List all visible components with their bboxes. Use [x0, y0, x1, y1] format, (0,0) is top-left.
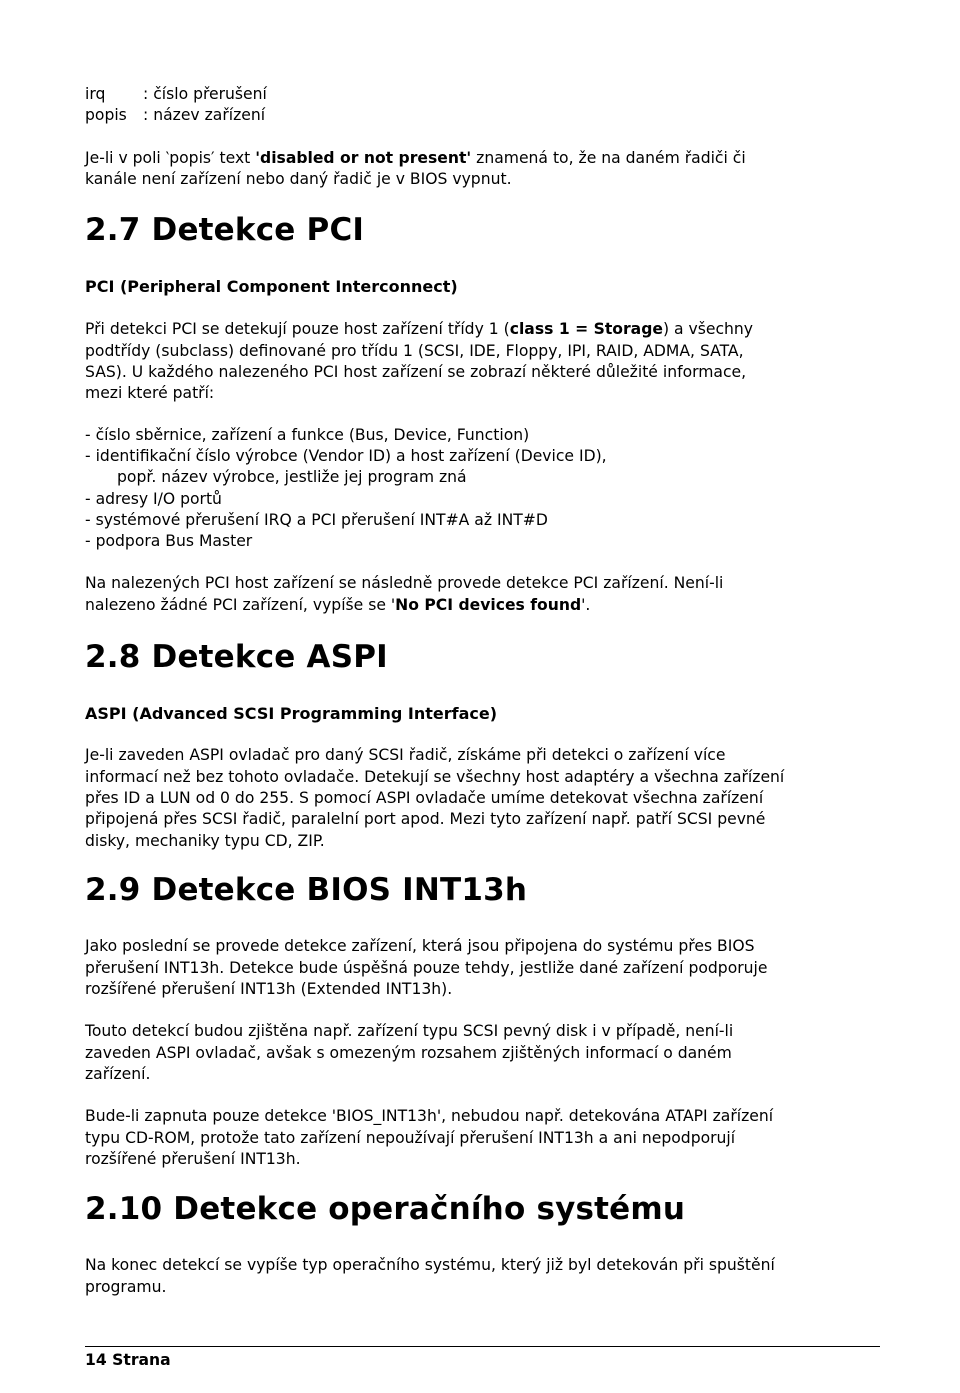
aspi-line: Je-li zaveden ASPI ovladač pro daný SCSI řadič, získáme při detekci o zařízení více — [85, 746, 726, 764]
intro-line-1 — [85, 148, 746, 169]
text-run: znamená to, že na daném řadiči či — [471, 149, 746, 167]
pci-para2-line-2 — [85, 595, 590, 616]
list-item: - identifikační číslo výrobce (Vendor ID) a host zařízení (Device ID), — [85, 447, 607, 465]
list-item: - číslo sběrnice, zařízení a funkce (Bus, Device, Function) — [85, 426, 530, 444]
aspi-line: přes ID a LUN od 0 do 255. S pomocí ASPI ovladače umíme detekovat všechna zařízení — [85, 789, 764, 807]
section-heading-2-9: 2.9 Detekce BIOS INT13h — [85, 872, 528, 908]
list-item-continuation: popř. název výrobce, jestliže jej program zná — [117, 468, 467, 486]
int13-p1-line: Jako poslední se provede detekce zařízení, která jsou připojena do systému přes BIOS — [85, 937, 755, 955]
def-value: název zařízení — [153, 106, 266, 124]
pci-para-line-3: SAS). U každého nalezeného PCI host zařízení se zobrazí některé důležité informace, — [85, 363, 747, 381]
int13-p3-line: Bude-li zapnuta pouze detekce 'BIOS_INT13h', nebudou např. detekována ATAPI zařízení — [85, 1107, 774, 1125]
def-irq — [85, 84, 267, 105]
text-run: Je-li v poli ‵popis′ text — [85, 149, 256, 167]
text-run: nalezeno žádné PCI zařízení, vypíše se ' — [85, 596, 396, 614]
int13-p2-line: zaveden ASPI ovladač, avšak s omezeným rozsahem zjištěných informací o daném — [85, 1044, 732, 1062]
bold-run: No PCI devices found — [395, 596, 582, 614]
text-run: '. — [581, 596, 591, 614]
int13-p3-line: rozšířené přerušení INT13h. — [85, 1150, 301, 1168]
list-item: - systémové přerušení IRQ a PCI přerušení INT#A až INT#D — [85, 511, 548, 529]
pci-para-line-2: podtřídy (subclass) definované pro třídu 1 (SCSI, IDE, Floppy, IPI, RAID, ADMA, SATA, — [85, 342, 744, 360]
subheading-pci: PCI (Peripheral Component Interconnect) — [85, 277, 458, 296]
list-item: - podpora Bus Master — [85, 532, 253, 550]
bold-run: class 1 = Storage — [509, 320, 663, 338]
int13-p2-line: Touto detekcí budou zjištěna např. zařízení typu SCSI pevný disk i v případě, není-li — [85, 1022, 734, 1040]
int13-p3-line: typu CD-ROM, protože tato zařízení nepoužívají přerušení INT13h a ani nepodporují — [85, 1129, 736, 1147]
def-sep: : — [143, 85, 154, 103]
pci-para-line-1 — [85, 319, 753, 340]
pci-para2-line-1: Na nalezených PCI host zařízení se následně provede detekce PCI zařízení. Není-li — [85, 574, 724, 592]
page-number: 14 Strana — [85, 1351, 171, 1369]
def-sep: : — [143, 106, 154, 124]
os-line: Na konec detekcí se vypíše typ operačního systému, který již byl detekován při spuštění — [85, 1256, 775, 1274]
footer-rule — [85, 1346, 880, 1347]
int13-p2-line: zařízení. — [85, 1065, 151, 1083]
aspi-line: disky, mechaniky typu CD, ZIP. — [85, 832, 325, 850]
def-value: číslo přerušení — [153, 85, 267, 103]
def-key: popis — [85, 106, 127, 124]
def-popis — [85, 105, 265, 126]
section-heading-2-10: 2.10 Detekce operačního systému — [85, 1191, 686, 1227]
section-heading-2-7: 2.7 Detekce PCI — [85, 212, 365, 248]
subheading-aspi: ASPI (Advanced SCSI Programming Interface) — [85, 704, 498, 723]
text-run: Při detekci PCI se detekují pouze host zařízení třídy 1 ( — [85, 320, 510, 338]
int13-p1-line: přerušení INT13h. Detekce bude úspěšná pouze tehdy, jestliže dané zařízení podporuje — [85, 959, 768, 977]
text-run: ) a všechny — [662, 320, 754, 338]
pci-para-line-4: mezi které patří: — [85, 384, 215, 402]
def-key: irq — [85, 85, 106, 103]
int13-p1-line: rozšířené přerušení INT13h (Extended INT13h). — [85, 980, 453, 998]
intro-line-2: kanále není zařízení nebo daný řadič je v BIOS vypnut. — [85, 170, 512, 188]
aspi-line: připojená přes SCSI řadič, paralelní port apod. Mezi tyto zařízení např. patří SCSI pevné — [85, 810, 766, 828]
list-item: - adresy I/O portů — [85, 490, 222, 508]
bold-run: 'disabled or not present' — [255, 149, 472, 167]
os-line: programu. — [85, 1278, 167, 1296]
aspi-line: informací než bez tohoto ovladače. Detekují se všechny host adaptéry a všechna zařízení — [85, 768, 785, 786]
section-heading-2-8: 2.8 Detekce ASPI — [85, 639, 388, 675]
